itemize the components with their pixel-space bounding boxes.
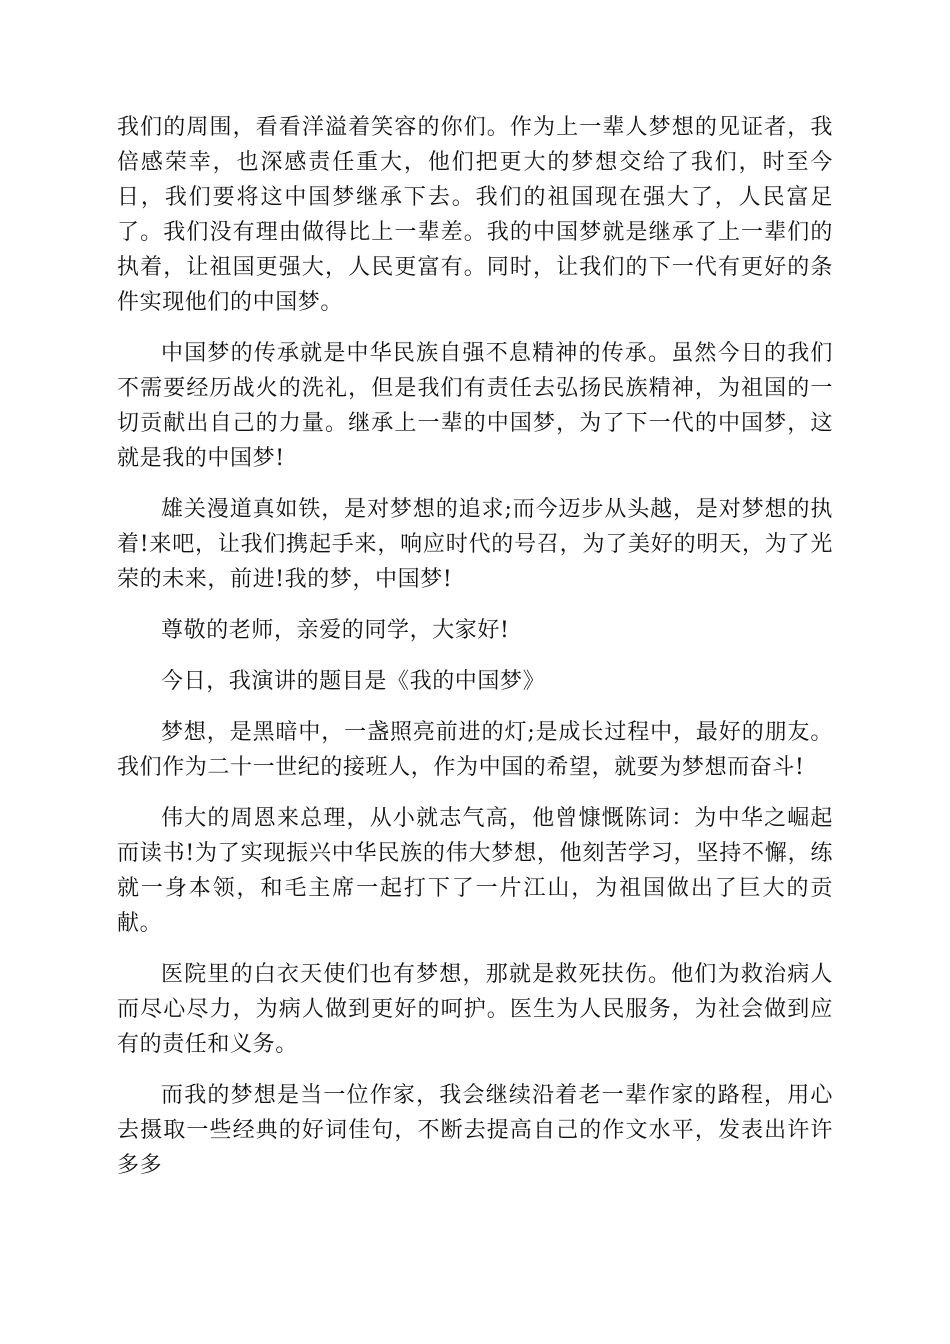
paragraph-6: 梦想，是黑暗中，一盏照亮前进的灯;是成长过程中，最好的朋友。我们作为二十一世纪的接班人，作为中国的希望，就要为梦想而奋斗! <box>117 720 833 780</box>
paragraph-1: 我们的周围，看看洋溢着笑容的你们。作为上一辈人梦想的见证者，我倍感荣幸，也深感责任重大，他们把更大的梦想交给了我们，时至今日，我们要将这中国梦继承下去。我们的祖国现在强大了，人民富足了。我们没有理由做得比上一辈差。我的中国梦就是继承了上一辈们的执着，让祖国更强大，人民更富有。同时，让我们的下一代有更好的条件实现他们的中国梦。 <box>117 115 833 315</box>
paragraph-4: 尊敬的老师，亲爱的同学，大家好! <box>161 618 510 643</box>
paragraph-9: 而我的梦想是当一位作家，我会继续沿着老一辈作家的路程，用心去摄取一些经典的好词佳句，不断去提高自己的作文水平，发表出许许多多 <box>117 1083 833 1178</box>
paragraph-8: 医院里的白衣天使们也有梦想，那就是救死扶伤。他们为救治病人而尽心尽力，为病人做到更好的呵护。医生为人民服务，为社会做到应有的责任和义务。 <box>117 962 833 1057</box>
document-page <box>117 110 833 1199</box>
paragraph-2: 中国梦的传承就是中华民族自强不息精神的传承。虽然今日的我们不需要经历战火的洗礼，但是我们有责任去弘扬民族精神，为祖国的一切贡献出自己的力量。继承上一辈的中国梦，为了下一代的中国梦，这就是我的中国梦! <box>117 341 833 471</box>
paragraph-7: 伟大的周恩来总理，从小就志气高，他曾慷慨陈词：为中华之崛起而读书!为了实现振兴中华民族的伟大梦想，他刻苦学习，坚持不懈，练就一身本领，和毛主席一起打下了一片江山，为祖国做出了巨大的贡献。 <box>117 806 833 936</box>
paragraph-5: 今日，我演讲的题目是《我的中国梦》 <box>161 669 546 694</box>
paragraph-3: 雄关漫道真如铁，是对梦想的追求;而今迈步从头越，是对梦想的执着!来吧，让我们携起手来，响应时代的号召，为了美好的明天，为了光荣的未来，前进!我的梦，中国梦! <box>117 497 833 592</box>
